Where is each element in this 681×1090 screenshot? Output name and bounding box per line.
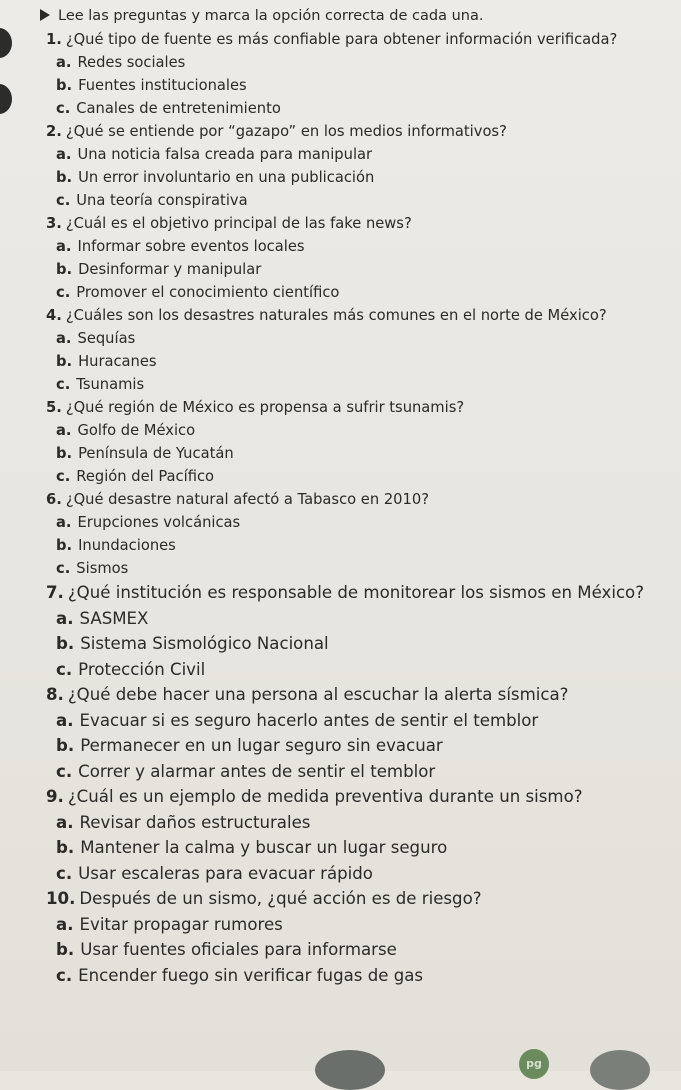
option-a[interactable]: a. SASMEX [56,608,149,628]
option-a[interactable]: a. Golfo de México [56,422,196,439]
option-b[interactable]: b. Un error involuntario en una publicación [56,169,375,186]
option-b[interactable]: b. Fuentes institucionales [56,77,247,94]
decorative-shape [315,1050,385,1090]
option-b[interactable]: b. Inundaciones [56,537,176,554]
option-a[interactable]: a. Erupciones volcánicas [56,514,241,531]
question-text: ¿Cuáles son los desastres naturales más comunes en el norte de México? [65,307,607,324]
option-a[interactable]: a. Sequías [56,330,136,347]
question-10: 10. Después de un sismo, ¿qué acción es de riesgo? a. Evitar propagar rumores b. Usar fuentes oficiales para informarse c. Encender fuego sin verificar fugas de gas [46,886,671,988]
option-c[interactable]: c. Tsunamis [56,376,145,393]
option-a[interactable]: a. Evacuar si es seguro hacerlo antes de sentir el temblor [56,710,539,730]
option-b[interactable]: b. Permanecer en un lugar seguro sin evacuar [56,736,443,755]
question-text: Después de un sismo, ¿qué acción es de riesgo? [79,889,482,908]
instructions: Lee las preguntas y marca la opción correcta de cada una. [40,6,483,26]
option-a[interactable]: a. Redes sociales [56,54,186,71]
triangle-bullet-icon [40,9,50,21]
option-b[interactable]: b. Desinformar y manipular [56,261,262,278]
option-c[interactable]: c. Canales de entretenimiento [56,100,281,117]
option-c[interactable]: c. Usar escaleras para evacuar rápido [56,863,373,883]
binder-tab [0,84,12,114]
question-text: ¿Qué tipo de fuente es más confiable para obtener información verificada? [65,31,618,48]
question-4: 4. ¿Cuáles son los desastres naturales más comunes en el norte de México? a. Sequías b. Huracanes c. Tsunamis [46,304,671,396]
option-c[interactable]: c. Promover el conocimiento científico [56,284,340,301]
question-list [46,28,671,988]
option-a[interactable]: a. Una noticia falsa creada para manipular [56,146,373,163]
page-badge: pg [519,1049,549,1079]
question-1: 1. ¿Qué tipo de fuente es más confiable para obtener información verificada? a. Redes sociales b. Fuentes institucionales c. Canales de entretenimiento [46,28,671,120]
question-5: 5. ¿Qué región de México es propensa a sufrir tsunamis? a. Golfo de México b. Península de Yucatán c. Región del Pacífico [46,396,671,488]
option-c[interactable]: c. Sismos [56,560,129,577]
question-text: ¿Qué institución es responsable de monitorear los sismos en México? [67,583,645,602]
decorative-shape [590,1050,650,1090]
question-text: ¿Qué desastre natural afectó a Tabasco en 2010? [65,491,429,508]
question-8: 8. ¿Qué debe hacer una persona al escuchar la alerta sísmica? a. Evacuar si es seguro hacerlo antes de sentir el temblor b. Permanecer en un lugar seguro sin evacuar c. Correr y alarmar antes de sentir el temblor [46,682,671,784]
option-b[interactable]: b. Huracanes [56,353,157,370]
question-text: ¿Cuál es el objetivo principal de las fake news? [65,215,412,232]
option-a[interactable]: a. Evitar propagar rumores [56,914,283,934]
question-text: ¿Qué región de México es propensa a sufrir tsunamis? [65,399,465,416]
binder-tab [0,28,12,58]
option-c[interactable]: c. Región del Pacífico [56,468,215,485]
question-3: 3. ¿Cuál es el objetivo principal de las fake news? a. Informar sobre eventos locales b. Desinformar y manipular c. Promover el conocimiento científico [46,212,671,304]
question-text: ¿Qué se entiende por “gazapo” en los medios informativos? [65,123,507,140]
option-a[interactable]: a. Revisar daños estructurales [56,812,311,832]
option-a[interactable]: a. Informar sobre eventos locales [56,238,305,255]
question-text: ¿Qué debe hacer una persona al escuchar la alerta sísmica? [67,685,569,704]
option-c[interactable]: c. Encender fuego sin verificar fugas de gas [56,965,424,985]
question-text: ¿Cuál es un ejemplo de medida preventiva durante un sismo? [67,787,583,806]
option-c[interactable]: c. Una teoría conspirativa [56,192,248,209]
option-b[interactable]: b. Sistema Sismológico Nacional [56,634,329,653]
option-b[interactable]: b. Mantener la calma y buscar un lugar seguro [56,838,448,857]
question-6: 6. ¿Qué desastre natural afectó a Tabasco en 2010? a. Erupciones volcánicas b. Inundaciones c. Sismos [46,488,671,580]
option-c[interactable]: c. Protección Civil [56,659,206,679]
option-b[interactable]: b. Península de Yucatán [56,445,234,462]
option-b[interactable]: b. Usar fuentes oficiales para informarse [56,940,397,959]
question-9: 9. ¿Cuál es un ejemplo de medida preventiva durante un sismo? a. Revisar daños estructurales b. Mantener la calma y buscar un lugar seguro c. Usar escaleras para evacuar rápido [46,784,671,886]
option-c[interactable]: c. Correr y alarmar antes de sentir el temblor [56,761,436,781]
question-7: 7. ¿Qué institución es responsable de monitorear los sismos en México? a. SASMEX b. Sistema Sismológico Nacional c. Protección Civil [46,580,671,682]
question-2: 2. ¿Qué se entiende por “gazapo” en los medios informativos? a. Una noticia falsa creada para manipular b. Un error involuntario en una publicación c. Una teoría conspirativa [46,120,671,212]
